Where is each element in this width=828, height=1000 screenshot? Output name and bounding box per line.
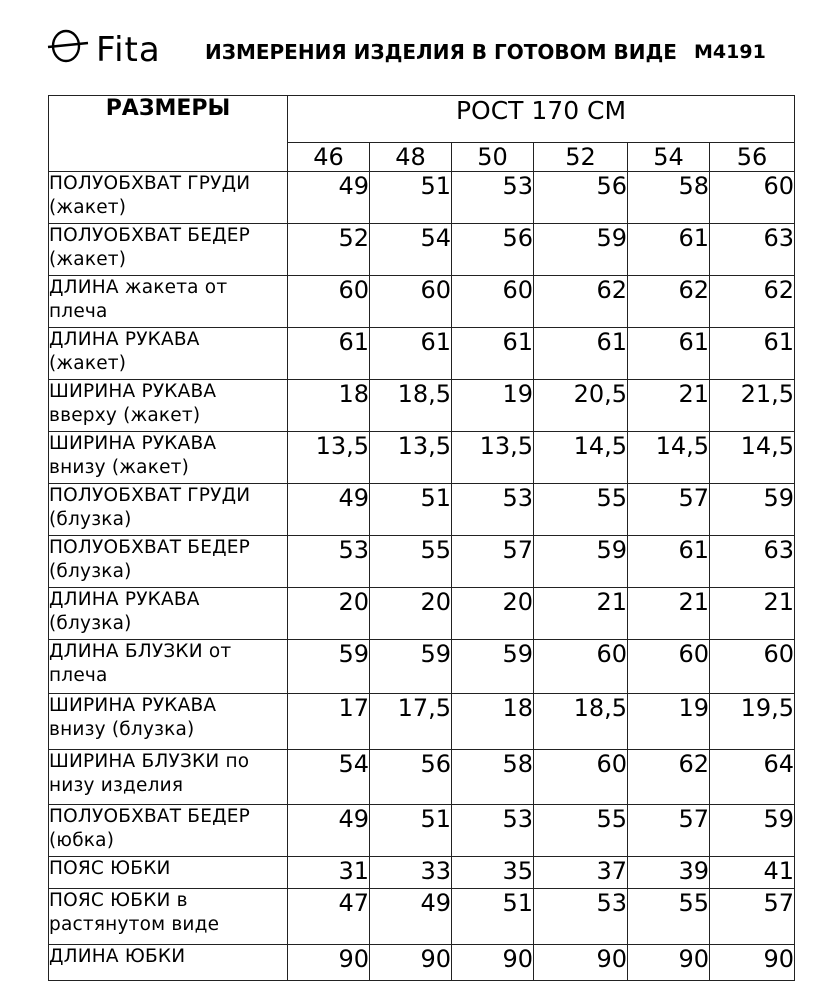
growth-header: РОСТ 170 СМ (288, 96, 795, 143)
measurement-value: 49 (288, 805, 370, 857)
measurement-value: 53 (452, 172, 534, 224)
measurement-value: 90 (628, 945, 710, 981)
measurement-label (49, 328, 288, 380)
measurement-value: 51 (370, 172, 452, 224)
brand-logo (46, 22, 186, 72)
measurement-value: 20 (288, 588, 370, 640)
measurement-value: 56 (452, 224, 534, 276)
table-row (49, 432, 795, 484)
measurement-value: 21 (710, 588, 795, 640)
table-row (49, 328, 795, 380)
measurement-value: 63 (710, 536, 795, 588)
measurement-value: 60 (534, 640, 628, 694)
size-cell: 48 (370, 143, 452, 172)
fita-logo-icon (46, 22, 90, 68)
measurement-value: 55 (628, 889, 710, 945)
measurement-value: 53 (288, 536, 370, 588)
size-cell: 56 (710, 143, 795, 172)
measurement-value: 62 (628, 750, 710, 805)
measurement-value: 60 (710, 640, 795, 694)
measurement-value: 62 (710, 276, 795, 328)
measurement-value: 21 (534, 588, 628, 640)
table-row (49, 536, 795, 588)
model-code: M4191 (694, 41, 766, 63)
measurement-label-line: (жакет) (49, 249, 127, 270)
measurements-body (49, 96, 795, 981)
measurement-value: 56 (370, 750, 452, 805)
table-row (49, 276, 795, 328)
measurement-label (49, 588, 288, 640)
table-row (49, 588, 795, 640)
measurement-label-line: ПОЯС ЮБКИ (49, 858, 171, 879)
measurement-label (49, 172, 288, 224)
measurement-value: 17,5 (370, 694, 452, 750)
measurement-label-line: ШИРИНА БЛУЗКИ по (49, 751, 250, 772)
measurement-value: 52 (288, 224, 370, 276)
measurement-value: 63 (710, 224, 795, 276)
measurement-value: 90 (710, 945, 795, 981)
measurement-value: 18,5 (534, 694, 628, 750)
measurement-label-line: ДЛИНА РУКАВА (49, 589, 200, 610)
measurement-value: 55 (370, 536, 452, 588)
document-title: ИЗМЕРЕНИЯ ИЗДЕЛИЯ В ГОТОВОМ ВИДЕ (205, 40, 677, 64)
measurement-value: 18 (288, 380, 370, 432)
measurement-value: 18,5 (370, 380, 452, 432)
measurement-label-line: ШИРИНА РУКАВА (49, 433, 217, 454)
measurement-value: 19,5 (710, 694, 795, 750)
measurement-label (49, 805, 288, 857)
measurement-value: 14,5 (628, 432, 710, 484)
measurement-value: 56 (534, 172, 628, 224)
measurement-value: 59 (710, 484, 795, 536)
measurement-value: 60 (534, 750, 628, 805)
measurement-value: 61 (288, 328, 370, 380)
measurement-value: 37 (534, 857, 628, 889)
measurement-label (49, 889, 288, 945)
measurement-value: 90 (370, 945, 452, 981)
measurement-value: 13,5 (452, 432, 534, 484)
measurement-label-line: ПОЛУОБХВАТ ГРУДИ (49, 485, 251, 506)
table-row (49, 484, 795, 536)
measurement-value: 21 (628, 380, 710, 432)
measurement-label-line: ШИРИНА РУКАВА (49, 381, 217, 402)
table-row (49, 945, 795, 981)
measurement-label-line: (юбка) (49, 830, 115, 851)
measurement-value: 53 (452, 484, 534, 536)
measurement-label (49, 640, 288, 694)
measurement-value: 57 (452, 536, 534, 588)
size-cell: 52 (534, 143, 628, 172)
table-row (49, 380, 795, 432)
measurement-value: 18 (452, 694, 534, 750)
measurement-value: 59 (370, 640, 452, 694)
measurement-label-line: низу изделия (49, 775, 184, 796)
measurement-value: 60 (370, 276, 452, 328)
measurement-value: 57 (628, 484, 710, 536)
measurement-value: 20 (370, 588, 452, 640)
measurement-label-line: растянутом виде (49, 914, 220, 935)
measurement-value: 62 (534, 276, 628, 328)
measurement-label-line: (жакет) (49, 353, 127, 374)
measurement-label (49, 380, 288, 432)
measurement-value: 61 (710, 328, 795, 380)
measurement-value: 33 (370, 857, 452, 889)
measurement-label (49, 224, 288, 276)
measurement-label-line: ПОЛУОБХВАТ БЕДЕР (49, 806, 250, 827)
table-row (49, 694, 795, 750)
measurement-value: 59 (288, 640, 370, 694)
measurement-value: 54 (370, 224, 452, 276)
measurement-label-line: ДЛИНА БЛУЗКИ от (49, 641, 232, 662)
measurement-value: 35 (452, 857, 534, 889)
measurement-label (49, 484, 288, 536)
measurement-value: 59 (452, 640, 534, 694)
measurement-value: 58 (452, 750, 534, 805)
measurement-value: 20,5 (534, 380, 628, 432)
measurement-value: 49 (370, 889, 452, 945)
table-row (49, 805, 795, 857)
measurement-value: 90 (288, 945, 370, 981)
measurement-label-line: плеча (49, 301, 108, 322)
measurement-value: 55 (534, 484, 628, 536)
measurement-value: 64 (710, 750, 795, 805)
measurement-value: 13,5 (288, 432, 370, 484)
measurement-value: 53 (534, 889, 628, 945)
measurement-value: 21 (628, 588, 710, 640)
measurement-value: 49 (288, 484, 370, 536)
table-row (49, 640, 795, 694)
measurement-value: 39 (628, 857, 710, 889)
measurement-value: 57 (710, 889, 795, 945)
measurement-label-line: вверху (жакет) (49, 405, 201, 426)
measurement-value: 51 (370, 484, 452, 536)
measurement-label-line: ПОЯС ЮБКИ в (49, 890, 188, 911)
measurement-label (49, 945, 288, 981)
size-cell: 50 (452, 143, 534, 172)
measurement-value: 90 (452, 945, 534, 981)
measurement-label-line: ДЛИНА ЮБКИ (49, 946, 186, 967)
brand-name: Fita (96, 30, 161, 70)
measurement-label-line: плеча (49, 665, 108, 686)
measurement-value: 53 (452, 805, 534, 857)
measurement-value: 13,5 (370, 432, 452, 484)
measurement-label-line: ДЛИНА жакета от (49, 277, 228, 298)
measurement-value: 41 (710, 857, 795, 889)
measurement-value: 14,5 (710, 432, 795, 484)
measurement-value: 61 (628, 224, 710, 276)
size-cell: 54 (628, 143, 710, 172)
measurement-label-line: (блузка) (49, 509, 132, 530)
measurement-label-line: ПОЛУОБХВАТ БЕДЕР (49, 225, 250, 246)
measurement-label (49, 694, 288, 750)
measurements-table (48, 95, 795, 981)
measurement-label-line: внизу (блузка) (49, 719, 195, 740)
measurement-value: 60 (710, 172, 795, 224)
measurement-value: 90 (534, 945, 628, 981)
measurement-value: 54 (288, 750, 370, 805)
header-row-growth (49, 96, 795, 143)
measurement-value: 51 (452, 889, 534, 945)
measurement-label-line: ШИРИНА РУКАВА (49, 695, 217, 716)
measurement-value: 57 (628, 805, 710, 857)
measurement-label-line: (блузка) (49, 561, 132, 582)
measurement-value: 51 (370, 805, 452, 857)
measurement-value: 17 (288, 694, 370, 750)
measurement-label-line: ПОЛУОБХВАТ БЕДЕР (49, 537, 250, 558)
measurement-value: 47 (288, 889, 370, 945)
page-header (0, 0, 828, 92)
measurement-value: 19 (628, 694, 710, 750)
sizes-header: РАЗМЕРЫ (49, 96, 288, 172)
measurement-value: 60 (628, 640, 710, 694)
measurement-label-line: ДЛИНА РУКАВА (49, 329, 200, 350)
measurement-value: 31 (288, 857, 370, 889)
measurement-value: 61 (452, 328, 534, 380)
measurement-label (49, 432, 288, 484)
measurement-value: 60 (452, 276, 534, 328)
size-cell: 46 (288, 143, 370, 172)
measurement-value: 61 (628, 536, 710, 588)
measurement-value: 59 (534, 224, 628, 276)
measurement-value: 61 (534, 328, 628, 380)
measurement-value: 20 (452, 588, 534, 640)
table-row (49, 172, 795, 224)
measurement-label-line: (жакет) (49, 197, 127, 218)
measurement-value: 59 (710, 805, 795, 857)
table-row (49, 857, 795, 889)
measurement-label-line: внизу (жакет) (49, 457, 190, 478)
measurement-label-line: (блузка) (49, 613, 132, 634)
table-row (49, 889, 795, 945)
measurement-label (49, 276, 288, 328)
measurement-label (49, 536, 288, 588)
measurement-value: 59 (534, 536, 628, 588)
measurement-value: 19 (452, 380, 534, 432)
measurement-label (49, 750, 288, 805)
measurement-value: 55 (534, 805, 628, 857)
measurement-value: 60 (288, 276, 370, 328)
measurement-label-line: ПОЛУОБХВАТ ГРУДИ (49, 173, 251, 194)
measurement-value: 49 (288, 172, 370, 224)
measurement-value: 21,5 (710, 380, 795, 432)
measurement-value: 14,5 (534, 432, 628, 484)
table-row (49, 224, 795, 276)
measurement-value: 61 (370, 328, 452, 380)
measurement-value: 58 (628, 172, 710, 224)
measurement-label (49, 857, 288, 889)
measurement-value: 62 (628, 276, 710, 328)
measurement-value: 61 (628, 328, 710, 380)
table-row (49, 750, 795, 805)
